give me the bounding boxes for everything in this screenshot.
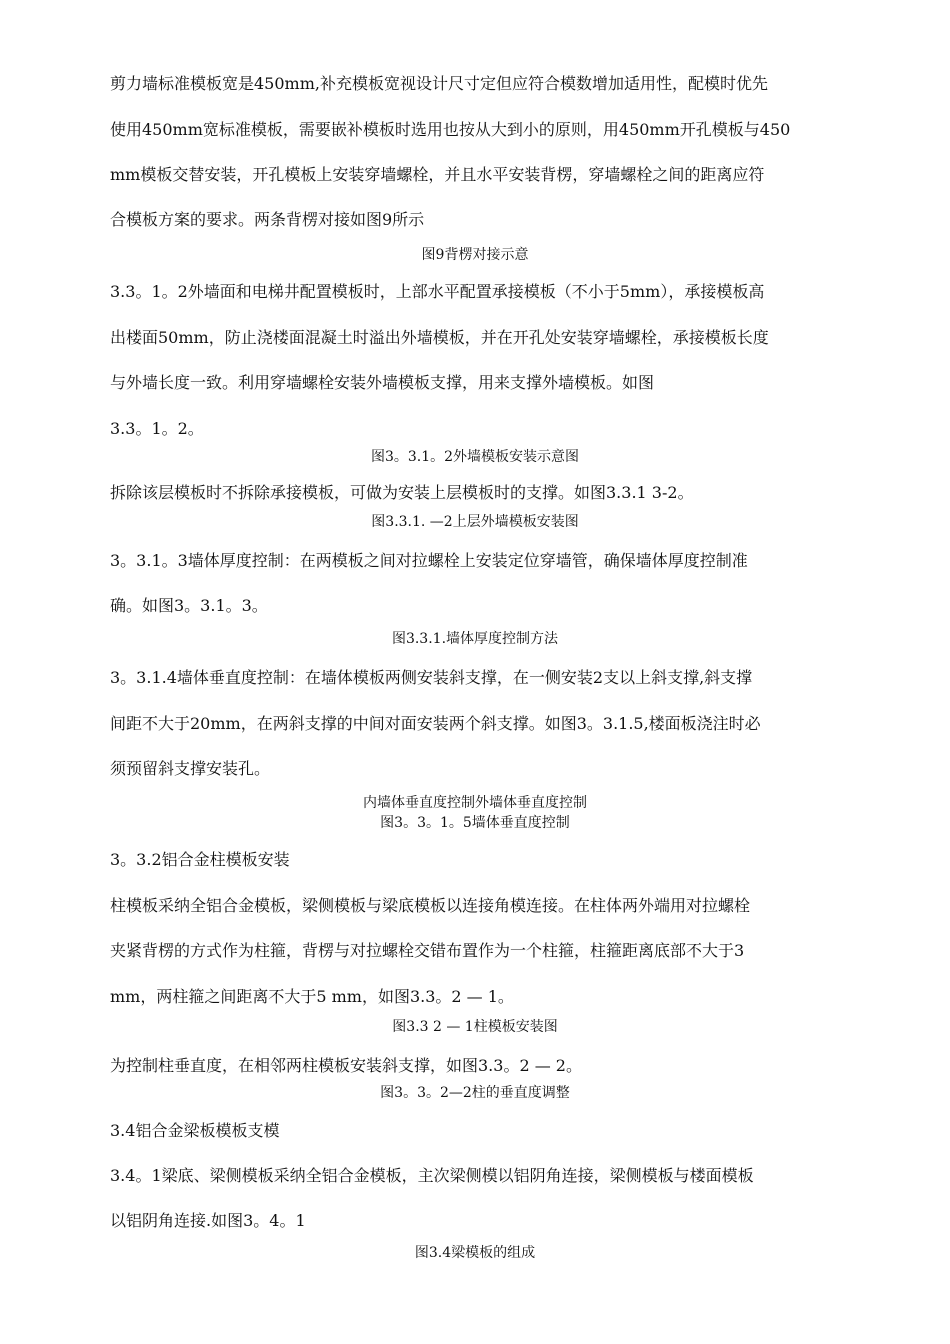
body-text-line: mm模板交替安装，开孔模板上安装穿墙螺栓，并且水平安装背楞，穿墙螺栓之间的距离应符 xyxy=(110,165,765,184)
body-text-line: 确。如图3。3.1。3。 xyxy=(110,596,268,615)
body-text-line: mm，两柱箍之间距离不大于5 mm，如图3.3。2 — 1。 xyxy=(110,987,514,1006)
body-text-line: 剪力墙标准模板宽是450mm,补充模板宽视设计尺寸定但应符合模数增加适用性，配模时优先 xyxy=(110,74,768,93)
figure-caption: 内墙体垂直度控制外墙体垂直度控制 xyxy=(363,795,587,811)
body-text-line: 须预留斜支撑安装孔。 xyxy=(110,759,271,778)
body-text-line: 3.3。1。2。 xyxy=(110,419,204,438)
figure-caption: 图3.3.1. —2上层外墙模板安装图 xyxy=(371,514,579,530)
figure-caption: 图3.3 2 — 1柱模板安装图 xyxy=(392,1019,558,1035)
body-text-line: 柱模板采纳全铝合金模板，梁侧模板与梁底模板以连接角模连接。在柱体两外端用对拉螺栓 xyxy=(110,896,751,915)
section-heading: 3。3.2铝合金柱模板安装 xyxy=(110,850,290,869)
figure-caption: 图3.3.1.墙体厚度控制方法 xyxy=(391,631,559,647)
body-text-line: 3.3。1。2外墙面和电梯井配置模板时，上部水平配置承接模板（不小于5mm），承接模板高 xyxy=(110,282,765,301)
body-text-line: 为控制柱垂直度，在相邻两柱模板安装斜支撑，如图3.3。2 — 2。 xyxy=(110,1056,582,1075)
figure-caption: 图3。3.1。2外墙模板安装示意图 xyxy=(370,449,580,465)
body-text-line: 夹紧背楞的方式作为柱箍，背楞与对拉螺栓交错布置作为一个柱箍，柱箍距离底部不大于3 xyxy=(110,941,745,960)
body-text-line: 3。3.1.4墙体垂直度控制：在墙体模板两侧安装斜支撑，在一侧安装2支以上斜支撑,斜支撑 xyxy=(110,668,753,687)
body-text-line: 3.4。1梁底、梁侧模板采纳全铝合金模板，主次梁侧模以铝阴角连接，梁侧模板与楼面模板 xyxy=(110,1166,754,1185)
body-text-line: 合模板方案的要求。两条背楞对接如图9所示 xyxy=(110,210,425,229)
figure-caption: 图3.4梁模板的组成 xyxy=(414,1245,536,1261)
body-text-line: 出楼面50mm，防止浇楼面混凝土时溢出外墙模板，并在开孔处安装穿墙螺栓，承接模板长度 xyxy=(110,328,769,347)
body-text-line: 使用450mm宽标准模板，需要嵌补模板时选用也按从大到小的原则，用450mm开孔模板与450 xyxy=(110,120,791,139)
body-text-line: 间距不大于20mm，在两斜支撑的中间对面安装两个斜支撑。如图3。3.1.5,楼面板浇注时必 xyxy=(110,714,761,733)
body-text-line: 3。3.1。3墙体厚度控制：在两模板之间对拉螺栓上安装定位穿墙管，确保墙体厚度控制准 xyxy=(110,551,748,570)
figure-caption: 图9背楞对接示意 xyxy=(421,247,529,263)
body-text-line: 以铝阴角连接.如图3。4。1 xyxy=(110,1211,306,1230)
section-heading: 3.4铝合金梁板模板支模 xyxy=(110,1121,280,1140)
body-text-line: 拆除该层模板时不拆除承接模板，可做为安装上层模板时的支撑。如图3.3.1 3-2。 xyxy=(110,483,694,502)
figure-caption: 图3。3。2—2柱的垂直度调整 xyxy=(380,1085,570,1101)
figure-caption: 图3。3。1。5墙体垂直度控制 xyxy=(380,815,570,831)
body-text-line: 与外墙长度一致。利用穿墙螺栓安装外墙模板支撑，用来支撑外墙模板。如图 xyxy=(110,373,655,392)
